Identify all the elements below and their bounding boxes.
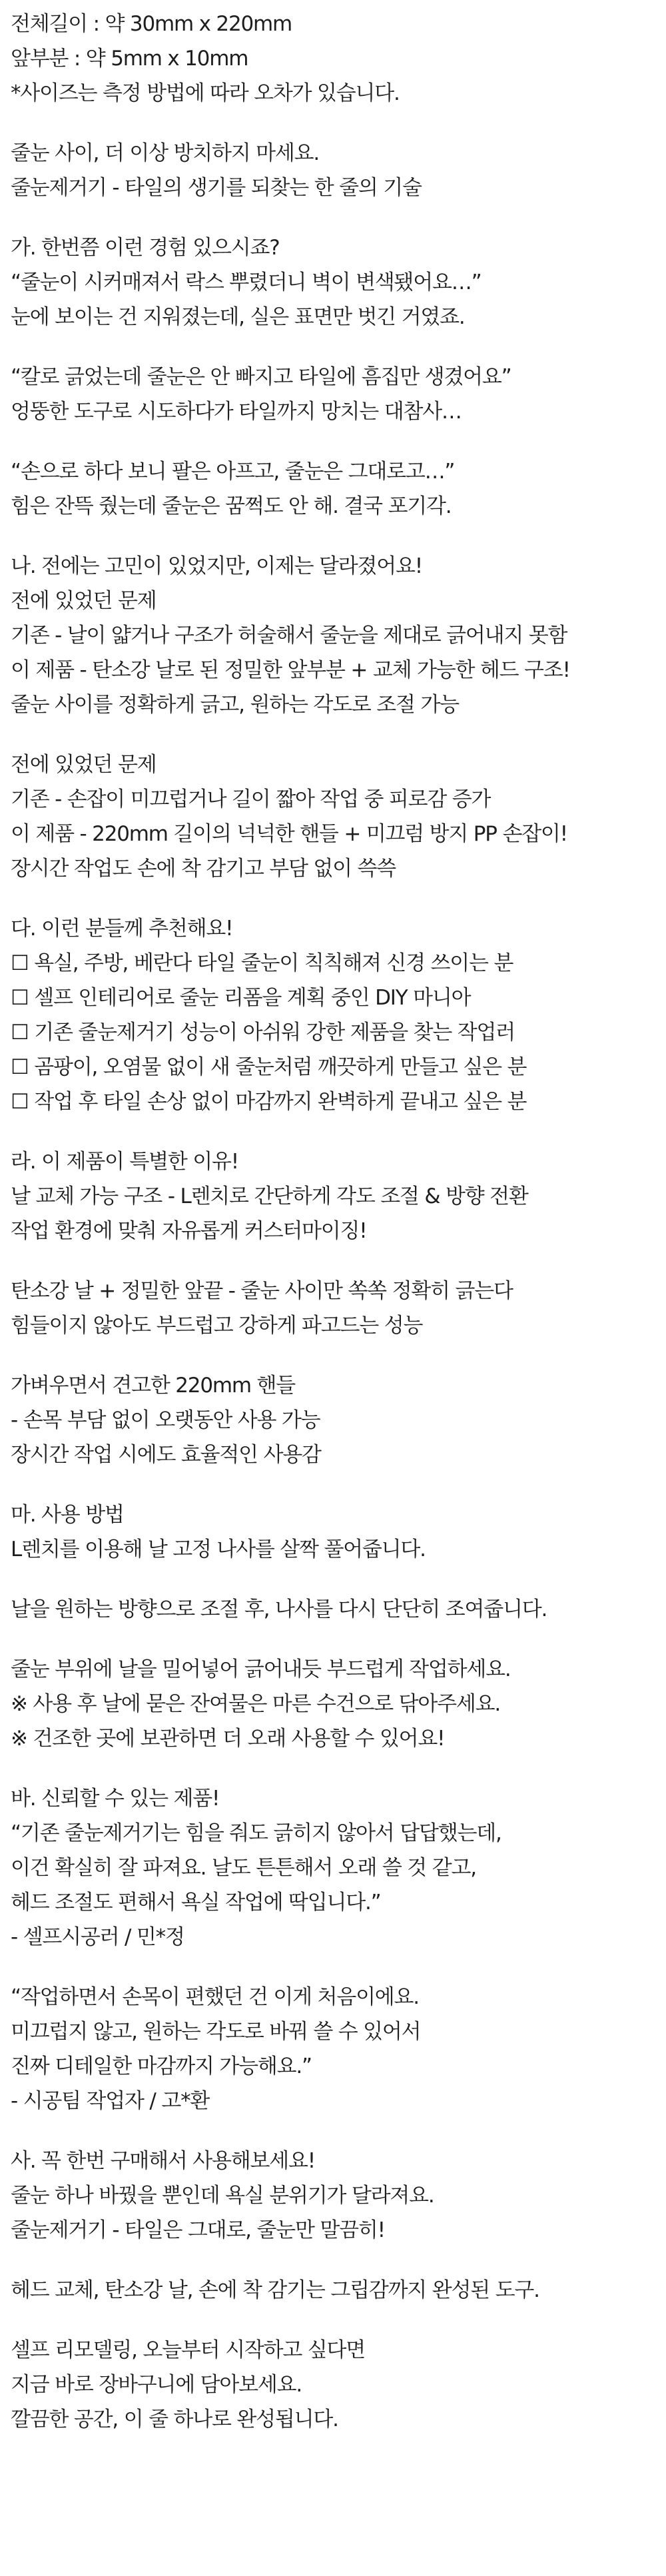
text-line: 힘들이지 않아도 부드럽고 강하게 파고드는 성능 — [11, 1314, 423, 1338]
text-line: “줄눈이 시커매져서 락스 뿌렸더니 벽이 변색됐어요…” — [11, 270, 482, 294]
text-line: 마. 사용 방법 — [11, 1503, 124, 1527]
text-line: ☐ 기존 줄눈제거기 성능이 아쉬워 강한 제품을 찾는 작업러 — [11, 1021, 515, 1045]
text-line: “칼로 긁었는데 줄눈은 안 빠지고 타일에 흠집만 생겼어요” — [11, 365, 511, 389]
text-line: 이 제품 - 탄소강 날로 된 정밀한 앞부분 + 교체 가능한 헤드 구조! — [11, 658, 570, 682]
text-line: 사. 꼭 한번 구매해서 사용해보세요! — [11, 2149, 315, 2173]
text-line: 기존 - 손잡이 미끄럽거나 길이 짧아 작업 중 피로감 증가 — [11, 787, 491, 811]
text-line: ※ 건조한 곳에 보관하면 더 오래 사용할 수 있어요! — [11, 1727, 445, 1751]
text-line: L렌치를 이용해 날 고정 나사를 살짝 풀어줍니다. — [11, 1537, 426, 1561]
text-line: ※ 사용 후 날에 묻은 잔여물은 마른 수건으로 닦아주세요. — [11, 1692, 501, 1716]
text-line: - 셀프시공러 / 민*정 — [11, 1925, 184, 1949]
text-line: 힘은 잔뜩 줬는데 줄눈은 꿈쩍도 안 해. 결국 포기각. — [11, 494, 452, 518]
text-line: “손으로 하다 보니 팔은 아프고, 줄눈은 그대로고…” — [11, 460, 455, 484]
text-line: 이 제품 - 220mm 길이의 넉넉한 핸들 + 미끄럼 방지 PP 손잡이! — [11, 822, 567, 846]
text-line: 전에 있었던 문제 — [11, 589, 157, 613]
text-line: 장시간 작업 시에도 효율적인 사용감 — [11, 1443, 321, 1467]
text-line: 날 교체 가능 구조 - L렌치로 간단하게 각도 조절 & 방향 전환 — [11, 1184, 528, 1208]
text-line: “작업하면서 손목이 편했던 건 이게 처음이에요. — [11, 1985, 419, 2009]
text-line: 줄눈 사이, 더 이상 방치하지 마세요. — [11, 141, 320, 165]
text-line: 라. 이 제품이 특별한 이유! — [11, 1150, 238, 1174]
text-line: 가벼우면서 견고한 220mm 핸들 — [11, 1374, 295, 1398]
text-line: 탄소강 날 + 정밀한 앞끝 - 줄눈 사이만 쏙쏙 정확히 긁는다 — [11, 1279, 513, 1303]
text-line: 기존 - 날이 얇거나 구조가 허술해서 줄눈을 제대로 긁어내지 못함 — [11, 624, 567, 647]
text-line: 줄눈 사이를 정확하게 긁고, 원하는 각도로 조절 가능 — [11, 693, 459, 717]
text-line: 줄눈제거기 - 타일의 생기를 되찾는 한 줄의 기술 — [11, 176, 422, 200]
text-line: 엉뚱한 도구로 시도하다가 타일까지 망치는 대참사… — [11, 400, 462, 424]
text-line: 줄눈제거기 - 타일은 그대로, 줄눈만 말끔히! — [11, 2218, 385, 2242]
text-line: ☐ 셀프 인테리어로 줄눈 리폼을 계획 중인 DIY 마니아 — [11, 986, 471, 1010]
text-line: “기존 줄눈제거기는 힘을 줘도 긁히지 않아서 답답했는데, — [11, 1821, 501, 1845]
text-line: 진짜 디테일한 마감까지 가능해요.” — [11, 2054, 312, 2078]
text-line: 헤드 교체, 탄소강 날, 손에 착 감기는 그립감까지 완성된 도구. — [11, 2278, 539, 2302]
text-line: 가. 한번쯤 이런 경험 있으시죠? — [11, 236, 280, 260]
text-line: - 시공팀 작업자 / 고*환 — [11, 2089, 210, 2113]
text-line: 지금 바로 장바구니에 담아보세요. — [11, 2373, 302, 2397]
text-line: 바. 신뢰할 수 있는 제품! — [11, 1787, 220, 1811]
text-line: 날을 원하는 방향으로 조절 후, 나사를 다시 단단히 조여줍니다. — [11, 1597, 547, 1621]
text-line: ☐ 욕실, 주방, 베란다 타일 줄눈이 칙칙해져 신경 쓰이는 분 — [11, 951, 513, 975]
text-line: 전체길이 : 약 30mm x 220mm — [11, 12, 292, 36]
text-line: 다. 이런 분들께 추천해요! — [11, 917, 233, 941]
text-line: 셀프 리모델링, 오늘부터 시작하고 싶다면 — [11, 2338, 365, 2362]
text-line: ☐ 작업 후 타일 손상 없이 마감까지 완벽하게 끝내고 싶은 분 — [11, 1090, 527, 1114]
text-line: 헤드 조절도 편해서 욕실 작업에 딱입니다.” — [11, 1891, 381, 1915]
text-line: ☐ 곰팡이, 오염물 없이 새 줄눈처럼 깨끗하게 만들고 싶은 분 — [11, 1055, 527, 1079]
text-line: 작업 환경에 맞춰 자유롭게 커스터마이징! — [11, 1219, 367, 1243]
text-line: 눈에 보이는 건 지워졌는데, 실은 표면만 벗긴 거였죠. — [11, 305, 465, 329]
text-line: 줄눈 부위에 날을 밀어넣어 긁어내듯 부드럽게 작업하세요. — [11, 1657, 511, 1681]
text-line: 깔끔한 공간, 이 줄 하나로 완성됩니다. — [11, 2407, 338, 2431]
text-line: 줄눈 하나 바꿨을 뿐인데 욕실 분위기가 달라져요. — [11, 2184, 434, 2208]
text-line: 앞부분 : 약 5mm x 10mm — [11, 47, 248, 71]
text-line: 전에 있었던 문제 — [11, 753, 157, 777]
text-line: 이건 확실히 잘 파져요. 날도 튼튼해서 오래 쓸 것 같고, — [11, 1856, 476, 1880]
text-line: 미끄럽지 않고, 원하는 각도로 바꿔 쓸 수 있어서 — [11, 2020, 421, 2044]
text-line: 나. 전에는 고민이 있었지만, 이제는 달라졌어요! — [11, 554, 422, 578]
text-line: *사이즈는 측정 방법에 따라 오차가 있습니다. — [11, 81, 400, 105]
text-line: 장시간 작업도 손에 착 감기고 부담 없이 쓱쓱 — [11, 857, 396, 881]
text-line: - 손목 부담 없이 오랫동안 사용 가능 — [11, 1408, 320, 1432]
